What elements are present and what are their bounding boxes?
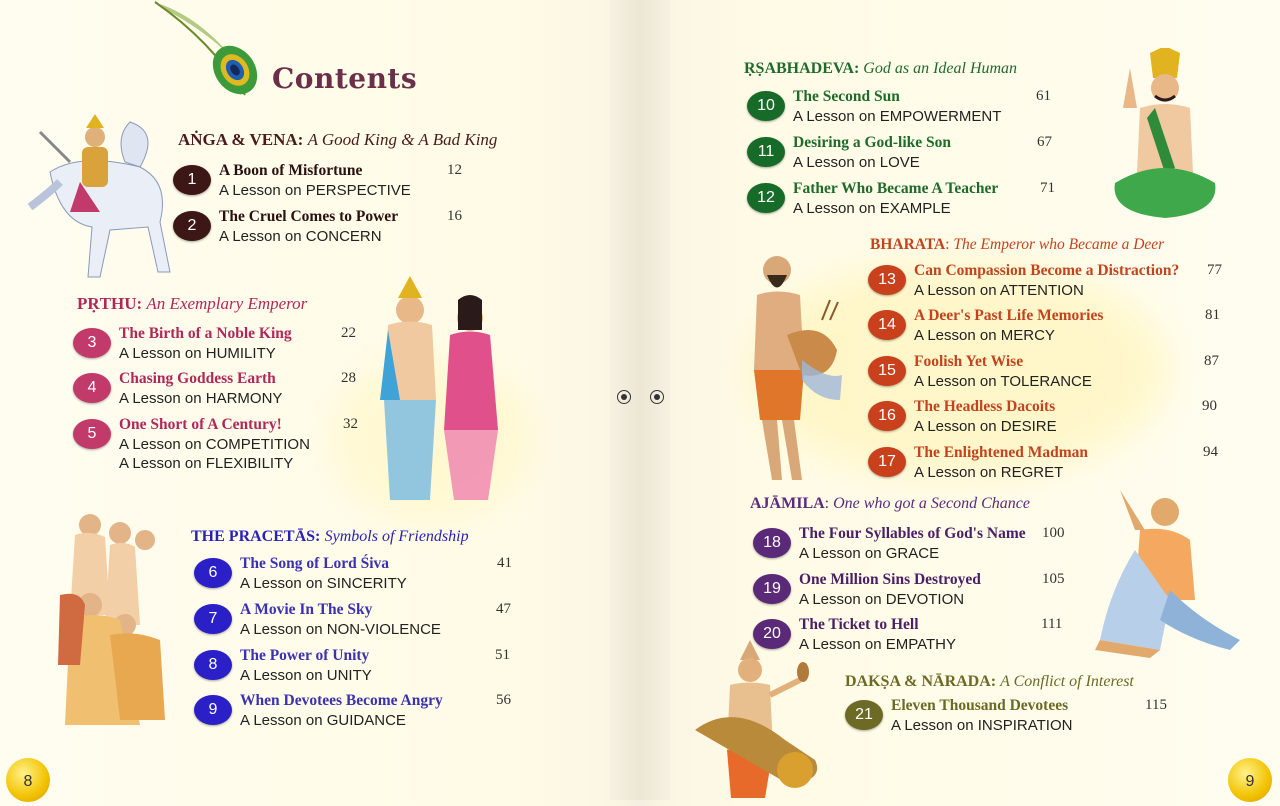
chapter-lesson: A Lesson on NON-VIOLENCE [240,621,441,638]
chapter-page-number: 32 [343,416,358,432]
page-number-left: 8 [6,758,50,802]
chapter-lesson-secondary: A Lesson on FLEXIBILITY [119,455,294,472]
chapter-lesson: A Lesson on SINCERITY [240,575,407,592]
section-anga-vena [178,130,497,150]
chapter-title[interactable]: One Million Sins Destroyed [799,571,981,588]
chapter-number-badge: 8 [194,650,232,680]
chapter-number-badge: 11 [747,137,785,167]
chapter-page-number: 111 [1041,616,1063,632]
chapter-number-badge: 2 [173,211,211,241]
chapter-number-badge: 3 [73,328,111,358]
chapter-lesson: A Lesson on HARMONY [119,390,283,407]
peacock-feather-illustration [150,0,260,110]
chapter-title[interactable]: The Enlightened Madman [914,444,1088,461]
section-bharata [870,236,1164,254]
chapter-title[interactable]: When Devotees Become Angry [240,692,443,709]
narada-illustration [695,640,845,800]
section-subtitle: A Conflict of Interest [1000,673,1134,690]
chapter-title[interactable]: One Short of A Century! [119,416,282,433]
section-heading [845,673,1134,691]
chapter-lesson: A Lesson on INSPIRATION [891,717,1073,734]
toc-entry-11[interactable] [747,134,1057,176]
chapter-title[interactable]: Can Compassion Become a Distraction? [914,262,1180,279]
toc-entry-19[interactable] [753,571,1073,613]
section-ajamila [750,495,1030,513]
chapter-number-badge: 17 [868,447,906,477]
chapter-number-badge: 10 [747,91,785,121]
chapter-number-badge: 20 [753,619,791,649]
section-subtitle: Symbols of Friendship [324,528,469,545]
section-subtitle: A Good King & A Bad King [307,130,498,149]
chapter-lesson: A Lesson on EMPATHY [799,636,957,653]
section-heading [178,130,497,150]
section-name: PṚTHU: [77,294,143,313]
chapter-title[interactable]: The Power of Unity [240,647,370,664]
registration-mark-icon [617,390,631,404]
chapter-number-badge: 1 [173,165,211,195]
chapter-page-number: 105 [1042,571,1065,587]
chapter-title[interactable]: Eleven Thousand Devotees [891,697,1069,714]
chapter-page-number: 12 [447,162,462,178]
section-heading: AJĀMILA: One who got a Second Chance [750,495,1030,512]
page-title: Contents [272,62,418,95]
toc-entry-14[interactable] [868,307,1238,349]
chapter-number-badge: 16 [868,401,906,431]
toc-entry-17[interactable] [868,444,1238,486]
section-pracetas [191,526,469,546]
rsabhadeva-illustration [1105,48,1225,223]
chapter-lesson: A Lesson on DESIRE [914,418,1057,435]
chapter-page-number: 41 [497,555,512,571]
toc-entry-7[interactable] [194,601,514,643]
chapter-title[interactable]: Chasing Goddess Earth [119,370,276,387]
section-name: DAKṢA & NĀRADA: [845,673,997,690]
pracetas-brothers-illustration [50,505,170,740]
chapter-page-number: 94 [1203,444,1218,460]
chapter-lesson: A Lesson on DEVOTION [799,591,965,608]
section-heading [744,60,1017,78]
chapter-page-number: 47 [496,601,511,617]
chapter-title[interactable]: Desiring a God-like Son [793,134,952,151]
section-subtitle: One who got a Second Chance [833,495,1030,512]
section-subtitle: An Exemplary Emperor [146,294,308,313]
chapter-number-badge: 18 [753,528,791,558]
chapter-title[interactable]: The Second Sun [793,88,900,105]
toc-entry-9[interactable] [194,692,514,734]
toc-entry-4[interactable] [73,370,373,412]
chapter-page-number: 87 [1204,353,1219,369]
chapter-title[interactable]: The Ticket to Hell [799,616,919,633]
chapter-lesson: A Lesson on UNITY [240,667,372,684]
section-subtitle: God as an Ideal Human [863,60,1018,77]
chapter-lesson: A Lesson on COMPETITION [119,436,310,453]
chapter-title[interactable]: The Birth of a Noble King [119,325,292,342]
section-name: THE PRACETĀS: [191,528,321,545]
right-page [670,0,1280,800]
chapter-title[interactable]: Father Who Became A Teacher [793,180,999,197]
chapter-title[interactable]: The Cruel Comes to Power [219,208,399,225]
chapter-title[interactable]: The Headless Dacoits [914,398,1056,415]
chapter-title[interactable]: The Song of Lord Śiva [240,555,390,572]
section-subtitle: The Emperor who Became a Deer [953,236,1165,253]
toc-entry-20[interactable] [753,616,1073,658]
ajamila-praying-illustration [1090,490,1245,660]
chapter-lesson: A Lesson on LOVE [793,154,920,171]
chapter-number-badge: 15 [868,356,906,386]
chapter-page-number: 28 [341,370,356,386]
toc-entry-15[interactable] [868,353,1238,395]
toc-entry-13[interactable] [868,262,1238,304]
toc-entry-18[interactable] [753,525,1073,567]
chapter-lesson: A Lesson on GUIDANCE [240,712,406,729]
section-name: BHARATA [870,236,946,253]
chapter-page-number: 16 [447,208,462,224]
section-heading [191,526,469,546]
chapter-number-badge: 9 [194,695,232,725]
chapter-number-badge: 13 [868,265,906,295]
chapter-lesson: A Lesson on EXAMPLE [793,200,951,217]
chapter-lesson: A Lesson on PERSPECTIVE [219,182,411,199]
chapter-number-badge: 4 [73,373,111,403]
toc-entry-12[interactable] [747,180,1057,222]
chapter-page-number: 77 [1207,262,1222,278]
section-daksa-narada [845,673,1134,691]
chapter-lesson: A Lesson on TOLERANCE [914,373,1092,390]
chapter-page-number: 67 [1037,134,1052,150]
section-rsabhadeva [744,60,1017,78]
chapter-title[interactable]: A Boon of Misfortune [219,162,363,179]
chapter-lesson: A Lesson on ATTENTION [914,282,1084,299]
chapter-number-badge: 21 [845,700,883,730]
toc-entry-2[interactable] [173,208,473,250]
chapter-page-number: 81 [1205,307,1220,323]
chapter-number-badge: 14 [868,310,906,340]
chapter-lesson: A Lesson on GRACE [799,545,940,562]
toc-entry-16[interactable] [868,398,1238,440]
chapter-number-badge: 12 [747,183,785,213]
chapter-title[interactable]: A Deer's Past Life Memories [914,307,1104,324]
section-name: ṚṢABHADEVA: [744,60,860,77]
toc-entry-1[interactable] [173,162,473,204]
toc-entry-21[interactable] [845,697,1175,739]
chapter-title[interactable]: Foolish Yet Wise [914,353,1024,370]
toc-entry-3[interactable] [73,325,373,367]
chapter-title[interactable]: The Four Syllables of God's Name [799,525,1026,542]
section-prthu [77,294,307,314]
page-number-right: 9 [1228,758,1272,802]
chapter-number-badge: 7 [194,604,232,634]
prthu-couple-illustration [370,270,515,505]
chapter-lesson: A Lesson on MERCY [914,327,1055,344]
registration-mark-icon [650,390,664,404]
toc-entry-8[interactable] [194,647,514,689]
chapter-lesson: A Lesson on EMPOWERMENT [793,108,1002,125]
chapter-number-badge: 19 [753,574,791,604]
chapter-lesson: A Lesson on HUMILITY [119,345,276,362]
section-heading: BHARATA: The Emperor who Became a Deer [870,236,1165,253]
chapter-page-number: 56 [496,692,511,708]
chapter-lesson: A Lesson on REGRET [914,464,1064,481]
king-on-horse-illustration [20,112,180,280]
section-heading [77,294,307,314]
section-name: AJĀMILA [750,495,825,512]
chapter-number-badge: 5 [73,419,111,449]
section-name: AṄGA & VENA: [178,130,304,149]
left-page [0,0,610,800]
chapter-page-number: 90 [1202,398,1217,414]
toc-entry-10[interactable] [747,88,1057,130]
chapter-page-number: 115 [1145,697,1167,713]
chapter-page-number: 22 [341,325,356,341]
bharata-with-deer-illustration [742,240,847,485]
chapter-title[interactable]: A Movie In The Sky [240,601,373,618]
chapter-number-badge: 6 [194,558,232,588]
chapter-page-number: 71 [1040,180,1055,196]
toc-entry-6[interactable] [194,555,514,597]
chapter-page-number: 61 [1036,88,1051,104]
chapter-page-number: 100 [1042,525,1065,541]
chapter-lesson: A Lesson on CONCERN [219,228,382,245]
toc-entry-5[interactable] [73,416,373,476]
chapter-page-number: 51 [495,647,510,663]
